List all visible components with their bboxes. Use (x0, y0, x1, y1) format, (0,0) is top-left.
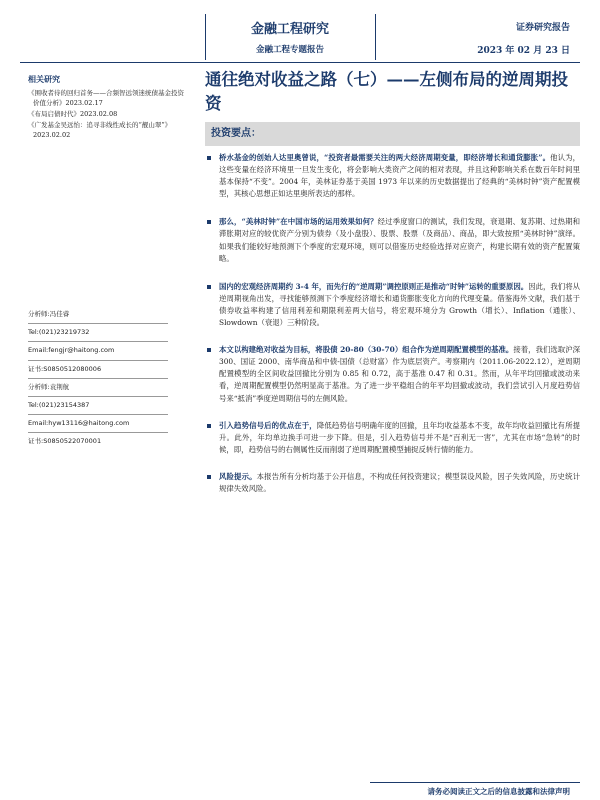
analyst-email[interactable]: Email:fengjr@haitong.com (28, 346, 115, 355)
divider (28, 396, 168, 397)
divider (28, 432, 168, 433)
analyst-email[interactable]: Email:hyw13116@haitong.com (28, 419, 130, 428)
analyst-tel: Tel:(021)23154387 (28, 401, 90, 410)
key-points-bar: 投资要点： (205, 122, 580, 146)
key-point (205, 420, 580, 456)
header-subtitle: 金融工程专题报告 (255, 45, 324, 55)
analyst-block (28, 307, 188, 450)
key-point-text: 降低趋势信号明确年度的回撤，且年均收益基本不变，故年均收益回撤比有所提升。此外，年均单边换手可进一步下降。但是，引入趋势信号并不是“百利无一害”，尤其在市场“急转”的时候，即，趋势信号的右侧属性反而削弱了逆周期配置模型捕捉反转行情的能力。 (219, 420, 580, 454)
report-date: 2023 年 02 月 23 日 (477, 46, 570, 56)
related-item[interactable]: 《广发基金吴远怡：追寻非线性成长的“靓山翠”》2023.02.02 (28, 121, 172, 139)
sidebar (28, 68, 188, 141)
related-research-title: 相关研究 (28, 74, 60, 84)
divider (28, 323, 168, 324)
divider (28, 414, 168, 415)
key-point (205, 344, 580, 404)
key-point (205, 281, 580, 329)
header-divider-right (375, 14, 376, 60)
key-point-heading: 桥水基金的创始人达里奥曾说，“投资者最需要关注的两大经济周期变量，即经济增长和通货膨胀”。 (219, 153, 551, 162)
key-point-heading: 风险提示。 (219, 471, 257, 481)
footer-rule (370, 782, 580, 783)
key-point-heading: 那么，“美林时钟”在中国市场的运用效果如何？ (219, 217, 378, 227)
footer-disclaimer: 请务必阅读正文之后的信息披露和法律声明 (427, 787, 570, 796)
divider (28, 360, 168, 361)
divider (28, 378, 168, 379)
related-item[interactable]: 《布局启债时代》2023.02.08 (28, 110, 118, 118)
analyst-tel: Tel:(021)23219732 (28, 328, 90, 337)
key-point-text: 本报告所有分析均基于公开信息，不构成任何投资建议；模型误设风险，因子失效风险，历史统计规律失效风险。 (219, 471, 580, 493)
key-point-text: 因此，我们将从逆周期视角出发，寻找能够预测下个季度经济增长和通货膨胀变化方向的代理变量。借鉴海外文献，我们基于债券收益率构建了信用利差和期限利差两大信号，将宏观环境分为 Growth（增长）、Inflation（通胀）、Slowdown（衰退）三种阶段。 (219, 281, 580, 328)
key-point-heading: 国内的宏观经济周期约 3-4 年，而先行的“逆周期”调控原则正是推动“时钟”运转的重要原因。 (219, 281, 529, 291)
key-point-text: 他认为，这些变量在经济环境里一旦发生变化，将会影响大类资产之间的相对表现，并且这种影响关系在数百年时间里基本保持“不变”。2004 年，美林证券基于美国 1973 年以来的历史数据提出了经典的“美林时钟”资产配置模型，其核心思想正如达里奥所表达的那样。 (219, 153, 580, 199)
key-point-text: 接着，我们选取沪深 300、国证 2000、南华商品和中债-国债（总财富）作为底层资产。考察期内（2011.06-2022.12），逆周期配置模型的全区间收益回撤比分别为 0.85 和 0.72，高于基准 0.47 和 0.31。然而，从年平均回撤或波动来看，逆周期配置模型仍然明显高于基准。为了进一步平稳组合的年平均回撤或波动，我们尝试引入月度趋势信号来“抵消”季度逆周期信号的左侧风险。 (219, 345, 580, 403)
key-point (205, 216, 580, 264)
key-point-text: 经过季度窗口的测试，我们发现，衰退期、复苏期、过热期和滞胀期对应的较优资产分别为债券（及小盘股）、股票、股票（及商品）、商品，即大致按照“美林时钟”演绎。如果我们能较好地预测下个季度的宏观环境，则可以借鉴历史经验选择对应资产，构建长期有效的资产配置策略。 (219, 217, 580, 263)
analyst-cert: 证书:S0850522070001 (28, 437, 102, 446)
report-title: 通往绝对收益之路（七）——左侧布局的逆周期投资 (205, 70, 568, 113)
header-center (200, 18, 380, 55)
header-rule (20, 62, 580, 63)
key-points-list (205, 152, 580, 495)
report-type: 证券研究报告 (515, 23, 570, 33)
analyst-cert: 证书:S0850512080006 (28, 364, 102, 373)
related-item[interactable]: 《围收者待的回归首务——合频智远领迷统债基金投资价值分析》2023.02.17 (28, 89, 184, 107)
key-point-heading: 本文以构建绝对收益为目标，将股债 20-80（30-70）组合作为逆周期配置模型的基准。 (219, 345, 514, 355)
analyst-name: 分析师:袁荆航 (28, 382, 70, 391)
key-point (205, 471, 580, 495)
key-point-heading: 引入趋势信号后的优点在于， (219, 420, 317, 430)
key-point (205, 152, 580, 200)
analyst-name: 分析师:冯佳睿 (28, 310, 70, 318)
main-content (205, 64, 580, 146)
header-title: 金融工程研究 (250, 22, 329, 37)
header-right (477, 20, 570, 56)
divider (28, 341, 168, 342)
